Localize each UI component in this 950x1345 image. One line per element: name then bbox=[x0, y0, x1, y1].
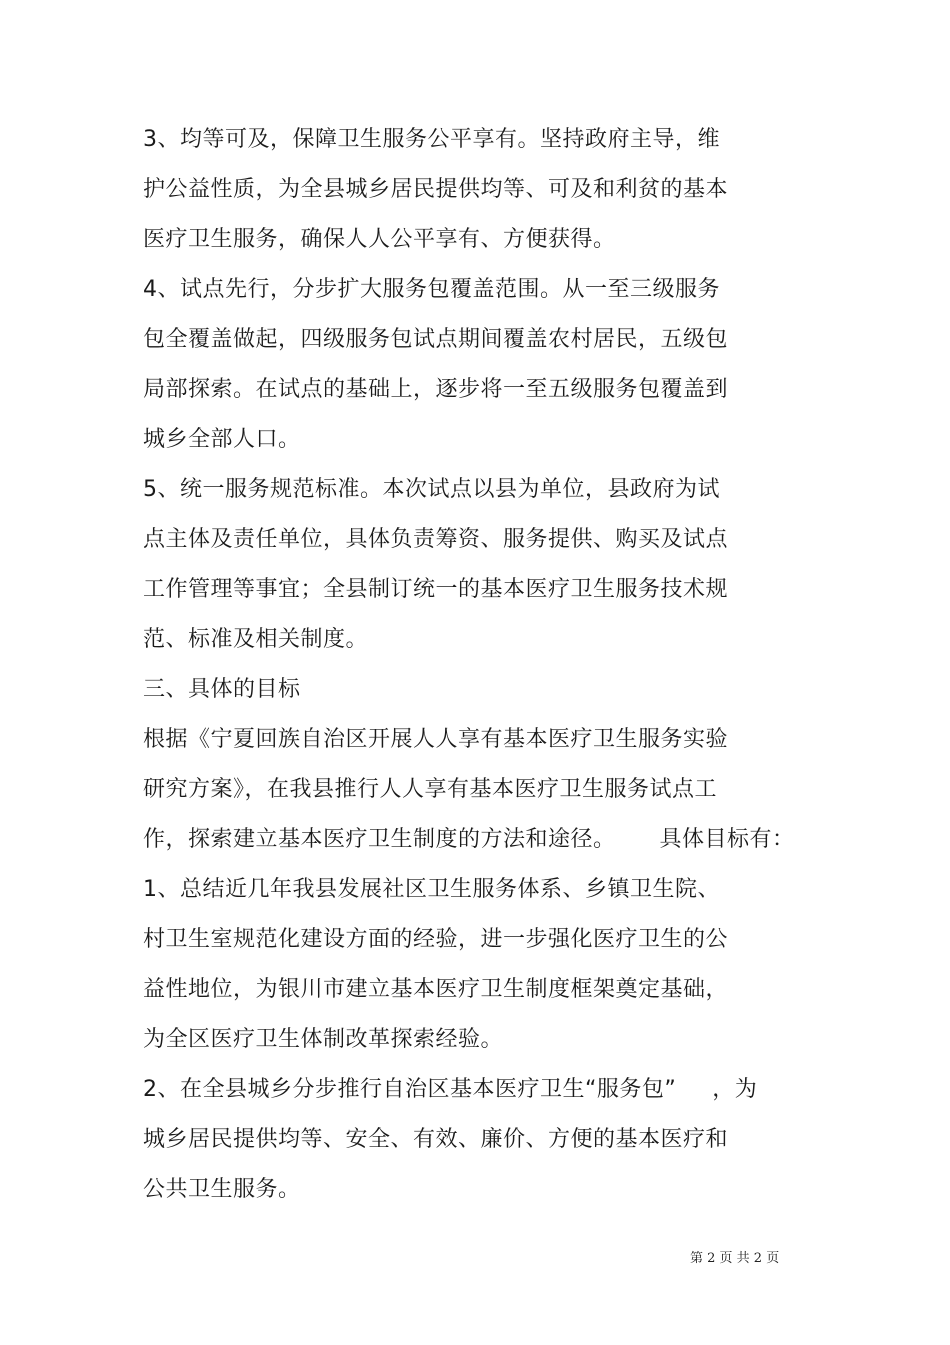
paragraph-line: 城乡居民提供均等、安全、有效、廉价、方便的基本医疗和 bbox=[143, 1127, 729, 1152]
paragraph-line: 村卫生室规范化建设方面的经验，进一步强化医疗卫生的公 bbox=[143, 927, 729, 952]
paragraph-line: 工作管理等事宜；全县制订统一的基本医疗卫生服务技术规 bbox=[143, 577, 729, 602]
paragraph-line-text: 2、在全县城乡分步推行自治区基本医疗卫生“服务包” bbox=[143, 1077, 677, 1102]
paragraph-line: 为全区医疗卫生体制改革探索经验。 bbox=[143, 1027, 504, 1052]
paragraph-line-text: ，为 bbox=[712, 1077, 758, 1102]
paragraph-line: 公共卫生服务。 bbox=[143, 1177, 301, 1202]
page-footer: 第 2 页 共 2 页 bbox=[690, 1251, 780, 1266]
paragraph-line: 范、标准及相关制度。 bbox=[143, 627, 369, 652]
paragraph-line-text: 作，探索建立基本医疗卫生制度的方法和途径。 bbox=[143, 827, 616, 852]
paragraph-line: 城乡全部人口。 bbox=[143, 427, 301, 452]
paragraph-line: 4、试点先行，分步扩大服务包覆盖范围。从一至三级服务 bbox=[143, 277, 720, 302]
paragraph-line: 研究方案》，在我县推行人人享有基本医疗卫生服务试点工 bbox=[143, 777, 718, 802]
paragraph-line: 点主体及责任单位，具体负责筹资、服务提供、购买及试点 bbox=[143, 527, 729, 552]
paragraph-line: 局部探索。在试点的基础上，逐步将一至五级服务包覆盖到 bbox=[143, 377, 729, 402]
paragraph-line-text: 具体目标有： bbox=[659, 827, 795, 852]
paragraph-line: 3、均等可及，保障卫生服务公平享有。坚持政府主导，维 bbox=[143, 127, 720, 152]
paragraph-line bbox=[143, 825, 795, 855]
paragraph-line: 5、统一服务规范标准。本次试点以县为单位，县政府为试 bbox=[143, 477, 720, 502]
paragraph-line: 医疗卫生服务，确保人人公平享有、方便获得。 bbox=[143, 227, 616, 252]
paragraph-line: 护公益性质，为全县城乡居民提供均等、可及和利贫的基本 bbox=[143, 177, 729, 202]
paragraph-line: 包全覆盖做起，四级服务包试点期间覆盖农村居民，五级包 bbox=[143, 327, 729, 352]
paragraph-line bbox=[143, 1075, 757, 1105]
section-heading: 三、具体的目标 bbox=[143, 677, 301, 702]
paragraph-line: 根据《宁夏回族自治区开展人人享有基本医疗卫生服务实验 bbox=[143, 727, 729, 752]
paragraph-line: 1、总结近几年我县发展社区卫生服务体系、乡镇卫生院、 bbox=[143, 877, 720, 902]
paragraph-line: 益性地位，为银川市建立基本医疗卫生制度框架奠定基础， bbox=[143, 977, 729, 1002]
